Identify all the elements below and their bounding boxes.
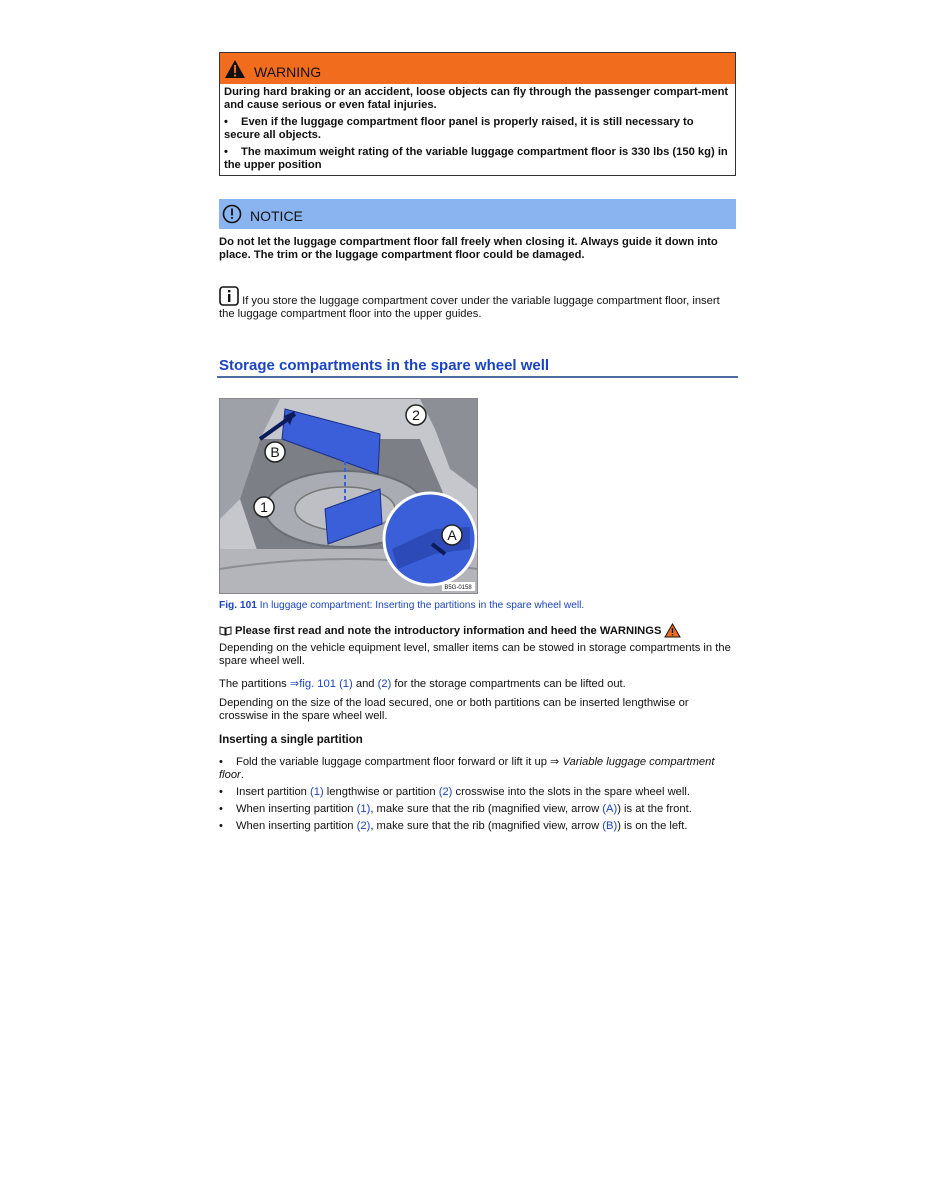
- bullet-icon: •: [219, 803, 223, 815]
- bullet-icon: •: [219, 820, 223, 832]
- notice-text: Do not let the luggage compartment floor fall freely when closing it. Always guide it down into place. The trim or the luggage compartment floor could be damaged.: [219, 236, 718, 261]
- warning-title: WARNING: [254, 63, 322, 80]
- exclamation-circle-icon: [222, 204, 242, 224]
- figure-code: B5G-0158: [444, 585, 472, 591]
- intro-paragraph: Depending on the vehicle equipment level, smaller items can be stowed in storage compartments in the spare wheel well.: [219, 642, 731, 667]
- arrow-b-link[interactable]: (B): [602, 820, 618, 832]
- arrow-a-link[interactable]: (A): [602, 803, 618, 815]
- svg-text:A: A: [447, 527, 457, 543]
- partition-2-link[interactable]: (2): [438, 786, 453, 798]
- warning-box: [219, 52, 736, 176]
- warning-bullet: [224, 146, 731, 172]
- instruction-list: [219, 756, 736, 833]
- notice-title: NOTICE: [250, 208, 303, 224]
- read-first-note: [219, 623, 736, 638]
- list-item: • When inserting partition (2), make sure that the rib (magnified view, arrow (B)) is on the left.: [219, 820, 688, 832]
- svg-text:B: B: [270, 444, 280, 460]
- svg-text:1: 1: [260, 499, 268, 515]
- warning-bullet-text: Even if the luggage compartment floor panel is properly raised, it is still necessary to secure all objects.: [224, 116, 694, 141]
- manual-page: [219, 52, 736, 837]
- figure-caption: [219, 600, 736, 611]
- info-note: [219, 286, 736, 321]
- warning-header: [220, 53, 735, 84]
- book-icon: [219, 625, 232, 636]
- caption-label: Fig. 101: [219, 600, 257, 611]
- notice-box: [219, 199, 736, 262]
- warning-body: [220, 84, 735, 175]
- partition-2-link[interactable]: (2): [377, 678, 392, 690]
- trunk-illustration: [220, 399, 477, 593]
- warning-small-icon: [664, 623, 681, 638]
- info-icon: [219, 286, 239, 306]
- bullet-icon: •: [224, 146, 228, 158]
- section-heading: Storage compartments in the spare wheel well: [217, 357, 738, 378]
- bullet-icon: •: [219, 756, 223, 768]
- cross-reference-link[interactable]: Variable luggage compartment floor: [219, 756, 715, 781]
- figure-link[interactable]: ⇒fig. 101 (1): [289, 678, 353, 690]
- list-item: • When inserting partition (1), make sure that the rib (magnified view, arrow (A)) is at the front.: [219, 803, 692, 815]
- warning-bullet: [224, 116, 731, 142]
- caption-text: In luggage compartment: Inserting the partitions in the spare wheel well.: [259, 600, 585, 611]
- partition-1-link[interactable]: (1): [356, 803, 371, 815]
- subheading: Inserting a single partition: [219, 734, 363, 746]
- list-item: • Fold the variable luggage compartment floor forward or lift it up ⇒ Variable luggage compartment floor.: [219, 756, 715, 781]
- partitions-paragraph: The partitions ⇒fig. 101 (1) and (2) for the storage compartments can be lifted out.: [219, 678, 626, 690]
- load-paragraph: Depending on the size of the load secured, one or both partitions can be inserted lengthwise or crosswise in the spare wheel well.: [219, 697, 689, 722]
- figure-image: [219, 398, 478, 594]
- partition-2-link[interactable]: (2): [356, 820, 371, 832]
- list-item: • Insert partition (1) lengthwise or partition (2) crosswise into the slots in the spare wheel well.: [219, 786, 690, 798]
- warning-triangle-icon: [224, 59, 246, 79]
- svg-text:2: 2: [412, 407, 420, 423]
- partition-1-link[interactable]: (1): [310, 786, 324, 798]
- notice-header: [219, 199, 736, 229]
- warning-bullet-text: The maximum weight rating of the variable luggage compartment floor is 330 lbs (150 kg) in the upper position: [224, 146, 728, 171]
- read-first-text: Please first read and note the introductory information and heed the WARNINGS: [235, 624, 662, 637]
- bullet-icon: •: [224, 116, 228, 128]
- warning-text: During hard braking or an accident, loose objects can fly through the passenger compart-ment and cause serious or even fatal injuries.: [224, 86, 729, 111]
- info-text: If you store the luggage compartment cover under the variable luggage compartment floor, insert the luggage compartment floor into the upper guides.: [219, 295, 720, 320]
- bullet-icon: •: [219, 786, 223, 798]
